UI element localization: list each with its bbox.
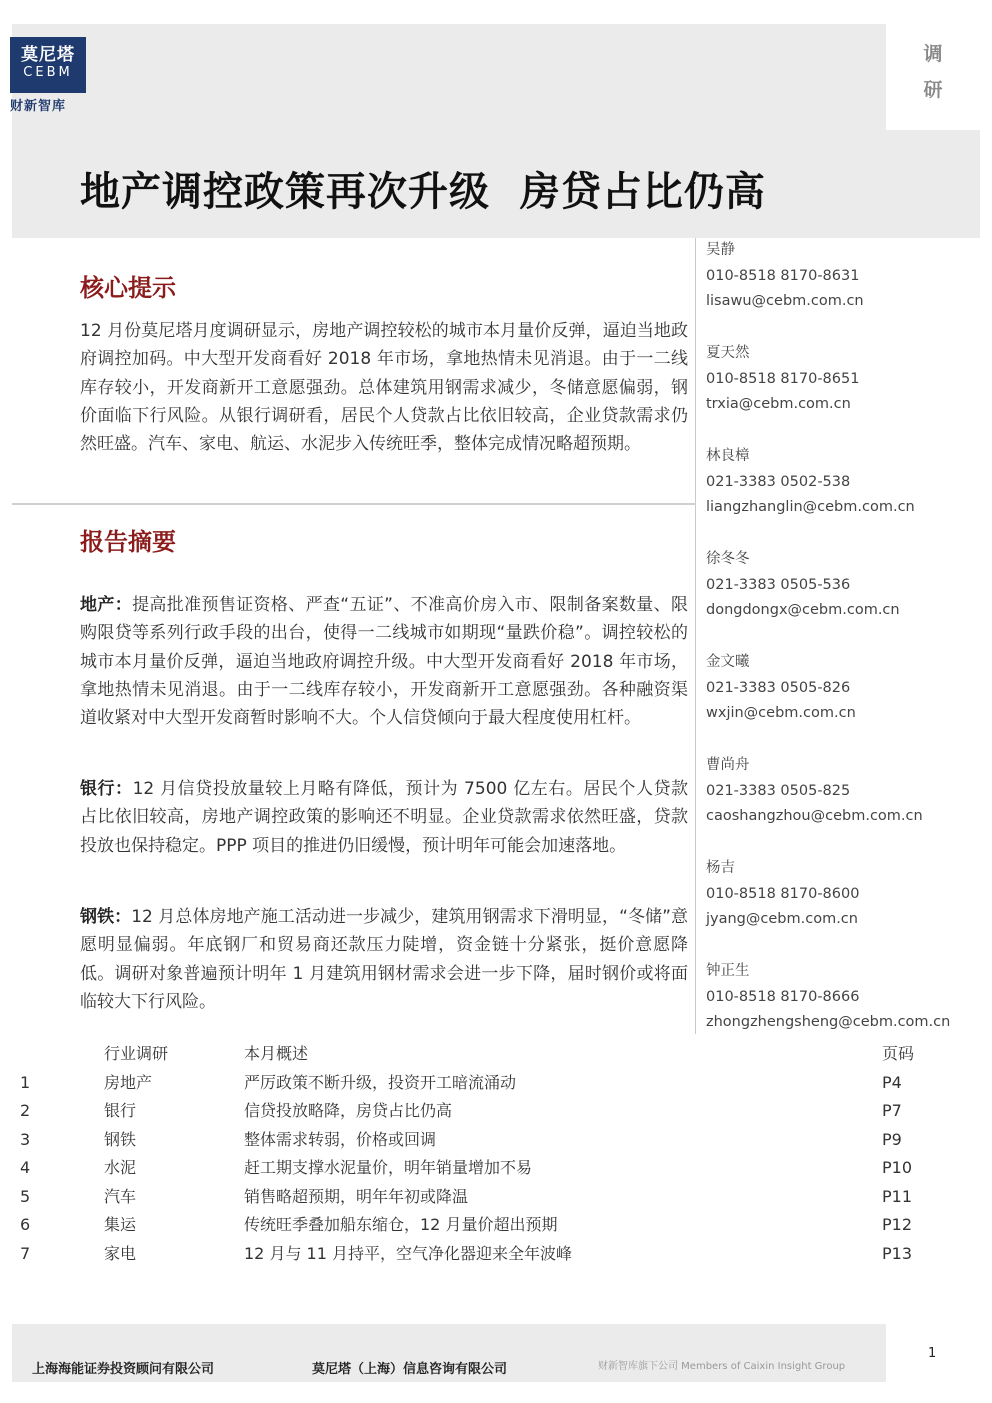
contact-phone: 010-8518 8170-8631 xyxy=(706,267,860,284)
core-text: 12 月份莫尼塔月度调研显示，房地产调控较松的城市本月量价反弹，逼迫当地政府调控加码。中大型开发商看好 2018 年市场，拿地热情未见消退。由于一二线库存较小，开发商新开工意愿强劲。总体建筑用钢需求减少，冬储意愿偏弱，钢价面临下行风险。从银行调研看，居民个人贷款占比依旧较高，企业贷款需求仍然旺盛。汽车、家电、航运、水泥步入传统旺季，整体完成情况略超预期。 xyxy=(80,321,688,455)
contact-name: 夏天然 xyxy=(706,345,750,361)
row-industry: 家电 xyxy=(104,1243,137,1263)
row-industry: 汽车 xyxy=(104,1186,137,1206)
contact-name: 金文曦 xyxy=(706,654,750,670)
row-industry: 房地产 xyxy=(104,1072,153,1092)
report-type-char-1: 调 xyxy=(923,43,943,65)
contact-card xyxy=(706,753,986,856)
logo-en: CEBM xyxy=(23,65,73,80)
contact-card xyxy=(706,238,986,341)
row-page-link[interactable]: P10 xyxy=(882,1158,913,1177)
contact-phone: 010-8518 8170-8651 xyxy=(706,370,860,387)
industry-table xyxy=(0,1040,992,1268)
contact-phone: 021-3383 0505-825 xyxy=(706,782,851,799)
table-row[interactable] xyxy=(0,1126,992,1155)
row-number: 1 xyxy=(20,1072,31,1092)
header-summary: 本月概述 xyxy=(244,1044,309,1063)
contact-name: 曹尚舟 xyxy=(706,757,750,773)
contact-email[interactable]: zhongzhengsheng@cebm.com.cn xyxy=(706,1014,951,1030)
summary-heading: 报告摘要 xyxy=(80,528,176,556)
contact-card xyxy=(706,341,986,444)
section-divider xyxy=(12,503,696,505)
contact-card xyxy=(706,650,986,753)
summary-item-steel xyxy=(80,903,688,1016)
footer-group: 财新智库旗下公司 Members of Caixin Insight Group xyxy=(598,1361,846,1372)
contact-email[interactable]: trxia@cebm.com.cn xyxy=(706,396,851,412)
table-row[interactable] xyxy=(0,1154,992,1183)
table-row[interactable] xyxy=(0,1097,992,1126)
table-row[interactable] xyxy=(0,1240,992,1269)
row-industry: 银行 xyxy=(104,1101,137,1120)
row-page-link[interactable]: P12 xyxy=(882,1215,913,1234)
row-page-link[interactable]: P11 xyxy=(882,1186,913,1206)
summary-text: 12 月总体房地产施工活动进一步减少，建筑用钢需求下滑明显，“冬储”意愿明显偏弱。年底钢厂和贸易商还款压力陡增，资金链十分紧张，挺价意愿降低。调研对象普遍预计明年 1 月建筑用钢材需求会进一步下降，届时钢价或将面临较大下行风险。 xyxy=(80,907,688,1012)
summary-text: 12 月信贷投放量较上月略有降低，预计为 7500 亿左右。居民个人贷款占比依旧较高，房地产调控政策的影响还不明显。企业贷款需求依然旺盛，贷款投放也保持稳定。PPP 项目的推进仍旧缓慢，预计明年可能会加速落地。 xyxy=(80,779,689,856)
contact-name: 吴静 xyxy=(706,242,735,258)
header-page: 页码 xyxy=(882,1044,915,1063)
row-summary: 传统旺季叠加船东缩仓，12 月量价超出预期 xyxy=(244,1215,558,1234)
contact-phone: 021-3383 0505-826 xyxy=(706,679,851,696)
row-industry: 水泥 xyxy=(104,1158,137,1177)
contact-email[interactable]: lisawu@cebm.com.cn xyxy=(706,293,864,309)
row-page-link[interactable]: P9 xyxy=(882,1129,902,1149)
row-summary: 12 月与 11 月持平，空气净化器迎来全年波峰 xyxy=(244,1243,572,1263)
analyst-contacts xyxy=(706,238,986,1062)
summary-text: 提高批准预售证资格、严查“五证”、不准高价房入市、限制备案数量、限购限贷等系列行政手段的出台，使得一二线城市如期现“量跌价稳”。调控较松的城市本月量价反弹，逼迫当地政府调控升级。中大型开发商看好 2018 年市场，拿地热情未见消退。由于一二线库存较小，开发商新开工意愿强劲。各种融资渠道收紧对中大型开发商暂时影响不大。个人信贷倾向于最大程度使用杠杆。 xyxy=(80,595,688,729)
report-type-tag xyxy=(918,36,948,108)
logo-cn: 莫尼塔 xyxy=(21,45,75,65)
row-industry: 集运 xyxy=(104,1215,137,1234)
table-row[interactable] xyxy=(0,1183,992,1212)
row-number: 5 xyxy=(20,1186,31,1206)
row-number: 7 xyxy=(20,1243,31,1263)
footer-company-2: 莫尼塔（上海）信息咨询有限公司 xyxy=(312,1362,508,1377)
contact-name: 钟正生 xyxy=(706,963,750,979)
contact-card xyxy=(706,856,986,959)
summary-item-property xyxy=(80,591,688,732)
contact-name: 杨吉 xyxy=(706,860,735,876)
contact-email[interactable]: dongdongx@cebm.com.cn xyxy=(706,602,900,618)
contact-email[interactable]: liangzhanglin@cebm.com.cn xyxy=(706,499,915,515)
row-industry: 钢铁 xyxy=(104,1129,137,1149)
page-number: 1 xyxy=(928,1346,937,1361)
row-number: 3 xyxy=(20,1129,31,1149)
contact-email[interactable]: caoshangzhou@cebm.com.cn xyxy=(706,808,923,824)
contact-card xyxy=(706,444,986,547)
summary-label: 银行： xyxy=(80,779,133,799)
contact-name: 徐冬冬 xyxy=(706,551,750,567)
row-page-link[interactable]: P4 xyxy=(882,1072,902,1092)
logo-sub: 财新智库 xyxy=(10,99,67,114)
page-title: 地产调控政策再次升级 房贷占比仍高 xyxy=(80,169,766,215)
core-heading: 核心提示 xyxy=(80,274,176,302)
table-row[interactable] xyxy=(0,1211,992,1240)
contact-name: 林良樟 xyxy=(706,448,750,464)
row-summary: 赶工期支撑水泥量价，明年销量增加不易 xyxy=(244,1158,533,1177)
column-divider xyxy=(695,238,696,1034)
contact-email[interactable]: wxjin@cebm.com.cn xyxy=(706,705,856,721)
row-page-link[interactable]: P13 xyxy=(882,1243,913,1263)
summary-label: 地产： xyxy=(80,595,133,615)
contact-phone: 021-3383 0505-536 xyxy=(706,576,851,593)
row-summary: 整体需求转弱，价格或回调 xyxy=(244,1129,437,1149)
contact-phone: 010-8518 8170-8666 xyxy=(706,988,860,1005)
contact-card xyxy=(706,547,986,650)
table-header-row xyxy=(0,1040,992,1069)
row-summary: 信贷投放略降，房贷占比仍高 xyxy=(244,1101,453,1120)
summary-label: 钢铁： xyxy=(80,907,132,927)
row-number: 6 xyxy=(20,1215,31,1234)
summary-item-bank xyxy=(80,775,688,860)
report-type-char-2: 研 xyxy=(923,79,943,101)
cebm-logo xyxy=(10,37,86,117)
row-summary: 销售略超预期，明年年初或降温 xyxy=(244,1186,469,1206)
row-number: 2 xyxy=(20,1101,31,1120)
contact-phone: 010-8518 8170-8600 xyxy=(706,885,860,902)
header-industry: 行业调研 xyxy=(104,1044,169,1063)
contact-email[interactable]: jyang@cebm.com.cn xyxy=(706,911,858,927)
header-band xyxy=(12,24,886,130)
logo-mark xyxy=(10,37,86,93)
row-summary: 严厉政策不断升级，投资开工暗流涌动 xyxy=(244,1072,517,1092)
contact-phone: 021-3383 0502-538 xyxy=(706,473,851,490)
row-number: 4 xyxy=(20,1158,31,1177)
footer-company-1: 上海海能证券投资顾问有限公司 xyxy=(32,1362,215,1377)
table-row[interactable] xyxy=(0,1069,992,1098)
row-page-link[interactable]: P7 xyxy=(882,1101,902,1120)
